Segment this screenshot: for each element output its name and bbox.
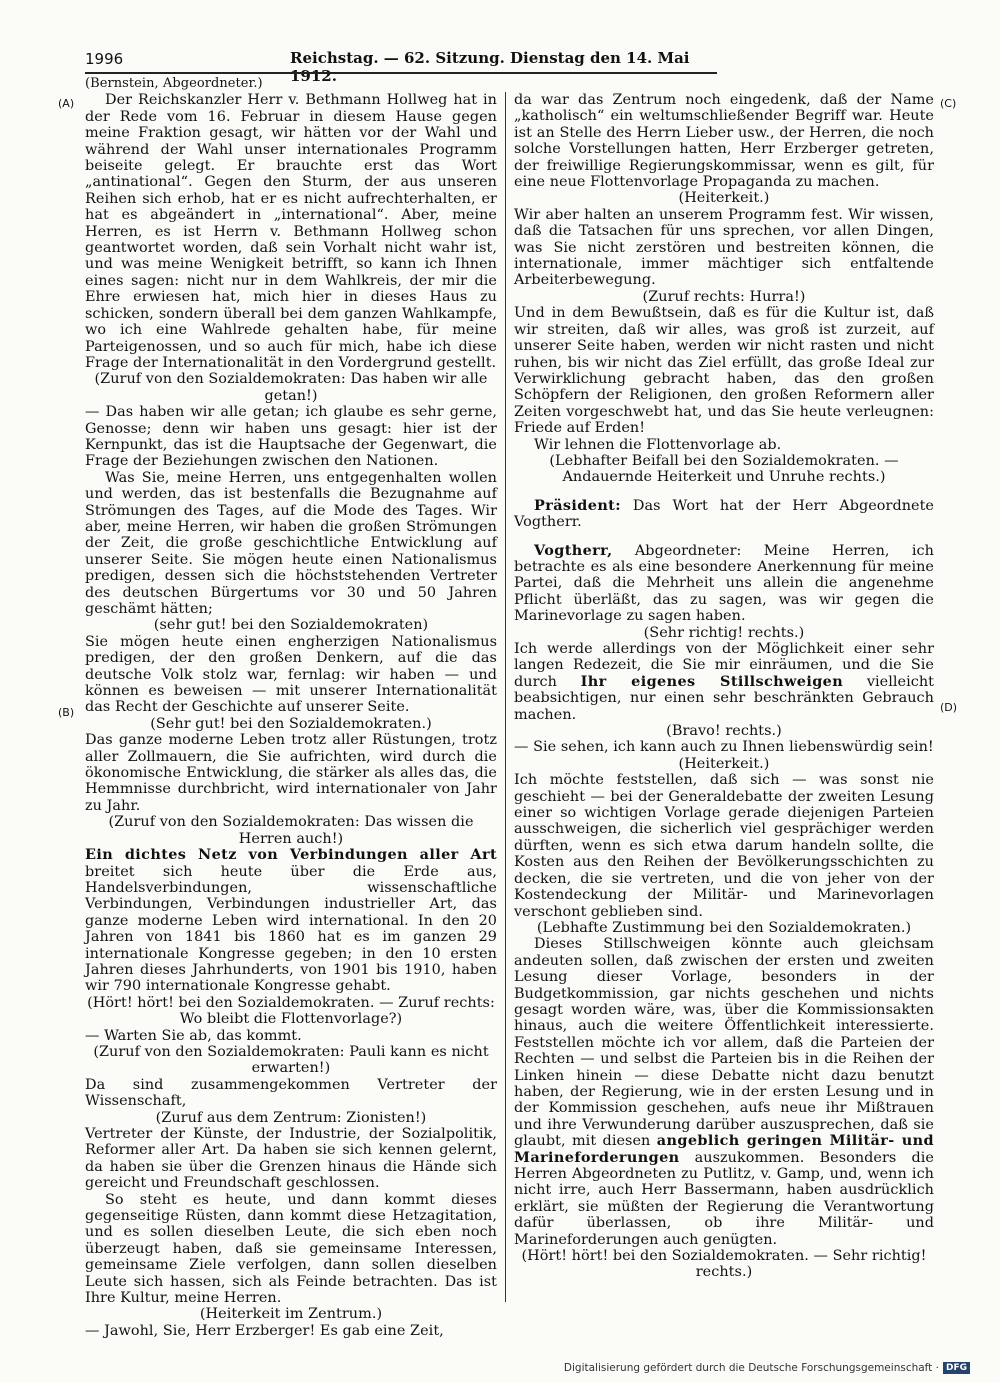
- paragraph-text: Das Wort hat der Herr Abgeordnete Vogtherr.: [514, 497, 934, 531]
- paragraph: Und in dem Bewußtsein, daß es für die Kultur ist, daß wir streiten, daß wir alles, was groß ist zurzeit, auf unserer Seite haben, werden wir nicht rasten und nicht ruhen, bis wir nicht das Ziel erfüllt, das große Ideal zur Verwirklichung gebracht haben, das den großen Schöpfern der Religionen, den großen Reformern aller Zeiten vorgeschwebt hat, und das Sie heute verleugnen: Friede auf Erden!: [514, 305, 934, 437]
- header-rule: [85, 72, 717, 74]
- interjection: (Heiterkeit.): [678, 755, 770, 772]
- interjection: (Sehr gut! bei den Sozialdemokraten.): [150, 715, 432, 732]
- paragraph: — Sie sehen, ich kann auch zu Ihnen liebenswürdig sein!: [514, 739, 934, 756]
- running-head: Reichstag. — 62. Sitzung. Dienstag den 14. Mai 1912.: [290, 49, 690, 85]
- paragraph: — Jawohl, Sie, Herr Erzberger! Es gab eine Zeit,: [85, 1322, 444, 1339]
- page-number: 1996: [85, 50, 124, 68]
- emphasis-bold: Ihr eigenes Stillschweigen: [580, 672, 844, 690]
- president-statement: [514, 498, 934, 531]
- president-label: Präsident:: [534, 496, 621, 514]
- paragraph-text: vielleicht beabsichtigen, nur einen sehr beschränkten Gebrauch machen.: [514, 673, 935, 723]
- footer: [564, 1362, 970, 1374]
- paragraph: Da sind zusammengekommen Vertreter der Wissenschaft,: [85, 1076, 497, 1110]
- paragraph: da war das Zentrum noch eingedenk, daß der Name „katholisch“ ein weltumschließender Begriff war. Heute ist an Stelle des Herrn Lieber usw., der Herren, die noch solche Vorstellungen hatten, Herr Erzberger getreten, der freiwillige Regierungskommissar, wenn es gilt, für eine neue Flottenvorlage Propaganda zu machen.: [514, 92, 934, 191]
- interjection: (Zuruf von den Sozialdemokraten: Pauli kann es nicht erwarten!): [93, 1043, 489, 1077]
- interjection: (Lebhafter Beifall bei den Sozialdemokraten. — Andauernde Heiterkeit und Unruhe rechts.): [549, 452, 899, 486]
- paragraph-text: Dieses Stillschweigen könnte auch gleichsam andeuten sollen, daß zwischen der ersten und zweiten Lesung dieser Vorlage, besonders in der Budgetkommission, gar nichts geschehen und nichts gesagt worden wäre, was, über die Kommissionsakten hinaus, auch die weitere Öffentlichkeit interessierte. Feststellen möchte ich vor allem, daß die Parteien der Rechten — und selbst die Parteien bis in die Reihen der Linken hinein — diese Debatte nicht dazu benutzt haben, der Regierung, wie in der ersten Lesung und in der Kommission geschehen, aufs neue ihr Mißtrauen und ihre Verwunderung darüber auszusprechen, daß sie glaubt, mit diesen: [514, 936, 934, 1150]
- paragraph: Wir lehnen die Flottenvorlage ab.: [534, 436, 782, 453]
- paragraph: Ich möchte feststellen, daß sich — was sonst nie geschieht — bei der Generaldebatte der zweiten Lesung einer so wichtigen Vorlage gerade diejenigen Parteien ausschweigen, die sicherlich viel gesprächiger werden dürften, wenn es sich etwa darum handeln sollte, die Kosten aus den Reihen der Bevölkerungsschichten zu decken, die sie vertreten, und die von jeher von der Kostendeckung der Militär- und Marinevorlagen verschont geblieben sind.: [514, 772, 934, 920]
- interjection: (Hört! hört! bei den Sozialdemokraten. — Sehr richtig! rechts.): [521, 1248, 927, 1281]
- interjection: (Sehr richtig! rechts.): [643, 624, 805, 641]
- interjection: (Zuruf von den Sozialdemokraten: Das wissen die Herren auch!): [108, 814, 474, 847]
- paragraph: [85, 847, 497, 995]
- interjection: (Heiterkeit.): [678, 190, 770, 207]
- paragraph: Wir aber halten an unserem Programm fest. Wir wissen, daß die Tatsachen für uns sprechen, vor allen Dingen, was Sie nicht zerstören und bestreiten können, die internationale, immer mächtiger sich entfaltende Arbeiterbewegung.: [514, 206, 934, 289]
- margin-marker-c: (C): [940, 97, 957, 110]
- emphasis-bold: angeblich geringen Militär- und Marineforderungen: [514, 1132, 934, 1166]
- paragraph: So steht es heute, und dann kommt dieses gegenseitige Rüsten, dann kommt diese Hetzagitation, und es sollen dieselben Leute, die sich eben noch überzeugt haben, daß sie gemeinsame Interessen, gemeinsame Ziele verfolgen, dann sollen dieselben Leute sich hassen, sich als Feinde betrachten. Das ist Ihre Kultur, meine Herren.: [85, 1191, 497, 1307]
- paragraph: Der Reichskanzler Herr v. Bethmann Hollweg hat in der Rede vom 16. Februar in diesem Hause gegen meine Fraktion gesagt, wir hätten vor der Wahl und während der Wahl unser internationales Programm beiseite gelegt. Er brauchte erst das Wort „antinational“. Gegen den Sturm, der aus unseren Reihen sich erhob, hat er es nicht aufrechterhalten, er hat es abgeändert in „international“. Aber, meine Herren, es ist Herrn v. Bethmann Hollweg schon geantwortet worden, daß sein Vorhalt nicht wahr ist, und was meine Wenigkeit betrifft, so kann ich Ihnen eines sagen: nicht nur in dem Wahlkreis, der mir die Ehre erwiesen hat, mich hier in dieses Haus zu schicken, sondern überall bei dem ganzen Wahlkampfe, wo ich eine Wahlrede gehalten habe, für meine Parteigenossen, und so auch für mich, habe ich diese Frage der Internationalität in den Vordergrund gestellt.: [85, 92, 497, 371]
- paragraph-text: Ich werde allerdings von der Möglichkeit einer sehr langen Redezeit, die Sie mir einräumen, und die Sie durch: [514, 641, 934, 690]
- left-column: [85, 76, 497, 1339]
- margin-marker-b: (B): [58, 706, 75, 719]
- interjection: (Zuruf rechts: Hurra!): [642, 288, 806, 305]
- paragraph: Sie mögen heute einen engherzigen Nationalismus predigen, der den großen Denkern, auf die das deutsche Volk stolz war, fernlag: wir haben — und können es beweisen — mit unserer Internationalität das Recht der Geschichte auf unserer Seite.: [85, 633, 497, 716]
- paragraph: — Das haben wir alle getan; ich glaube es sehr gerne, Genosse; denn wir haben uns gesagt: hier ist der Kernpunkt, das ist die Hauptsache der Gegenwart, die Frage der Beziehungen zwischen den Nationen.: [85, 404, 497, 470]
- paragraph: [514, 641, 934, 723]
- paragraph: Das ganze moderne Leben trotz aller Rüstungen, trotz aller Zollmauern, die Sie aufrichten, wird durch die ökonomische Entwicklung, die stärker als alles das, die Hemmnisse durchbricht, wird internationaler von Jahr zu Jahr.: [85, 732, 497, 814]
- paragraph-text: Abgeordneter: Meine Herren, ich betrachte es als eine besondere Anerkennung für meine Partei, daß die Mehrheit uns allein die angenehme Pflicht überläßt, das zu sagen, was wir gegen die Marinevorlage zu sagen haben.: [514, 542, 934, 625]
- right-column: [514, 92, 934, 1281]
- interjection: (Bravo! rechts.): [666, 723, 782, 740]
- paragraph-text: breitet sich heute über die Erde aus, Handelsverbindungen, wissenschaftliche Verbindungen, Verbindungen industrieller Art, das ganze moderne Leben wird international. In den 20 Jahren von 1841 bis 1860 hat es im ganzen 29 internationale Kongresse gegeben; in den 10 ersten Jahren dieses Jahrhunderts, von 1901 bis 1910, haben wir 790 internationale Kongresse gehabt.: [85, 863, 497, 995]
- interjection: (sehr gut! bei den Sozialdemokraten): [153, 617, 429, 634]
- paragraph: Was Sie, meine Herren, uns entgegenhalten wollen und werden, das ist bestenfalls die Bezugnahme auf Strömungen des Tages, auf die Mode des Tages. Wir aber, meine Herren, wir haben die großen Strömungen der Zeit, die große geschichtliche Entwicklung auf unserer Seite. Sie mögen heute einen Nationalismus predigen, dessen sich die höchststehenden Vertreter des deutschen Bürgertums vor 30 und 50 Jahren geschämt hätten;: [85, 469, 497, 617]
- interjection: (Hört! hört! bei den Sozialdemokraten. — Zuruf rechts: Wo bleibt die Flottenvorlage?): [87, 994, 495, 1028]
- interjection: (Lebhafte Zustimmung bei den Sozialdemokraten.): [536, 919, 912, 936]
- interjection: (Heiterkeit im Zentrum.): [199, 1306, 383, 1323]
- margin-marker-a: (A): [58, 97, 75, 110]
- paragraph-text: auszukommen. Besonders die Herren Abgeordneten zu Putlitz, v. Gamp, und, wenn ich nicht irre, auch Herr Bassermann, haben ausdrücklich erklärt, sie müßten der Regierung die Verantwortung dafür überlassen, ob ihre Militär- und Marineforderungen auch genügten.: [514, 1149, 934, 1248]
- interjection: (Zuruf aus dem Zentrum: Zionisten!): [155, 1109, 427, 1126]
- emphasis-bold: Ein dichtes Netz von Verbindungen aller Art: [85, 846, 497, 864]
- paragraph: Vertreter der Künste, der Industrie, der Sozialpolitik, Reformer aller Art. Da haben sie sich kennen gelernt, da haben sie über die Grenzen hinaus die Hände sich gereicht und Freundschaft geschlossen.: [85, 1126, 497, 1192]
- paragraph: — Warten Sie ab, das kommt.: [85, 1027, 302, 1044]
- speaker-label: Vogtherr,: [534, 541, 613, 559]
- margin-marker-d: (D): [940, 701, 958, 714]
- interjection: (Zuruf von den Sozialdemokraten: Das haben wir alle getan!): [94, 371, 488, 404]
- dfg-logo: DFG: [943, 1362, 970, 1374]
- speaker-continuation: (Bernstein, Abgeordneter.): [85, 76, 263, 91]
- paragraph: [514, 936, 934, 1248]
- speaker-statement: [514, 543, 934, 625]
- footer-credit: Digitalisierung gefördert durch die Deutsche Forschungsgemeinschaft ·: [563, 1362, 939, 1374]
- column-divider: [505, 92, 506, 1302]
